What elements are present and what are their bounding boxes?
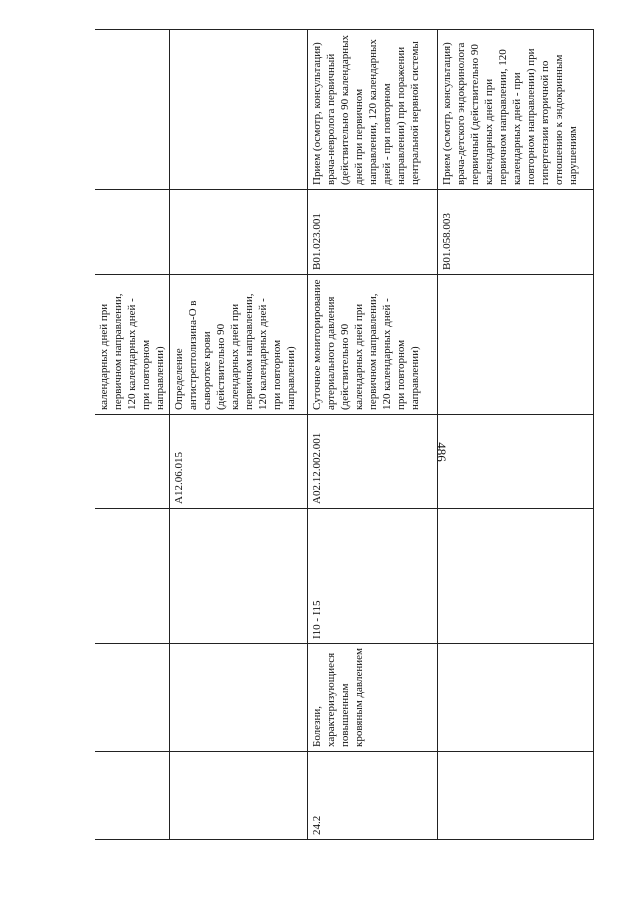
icd-code-cell: [438, 509, 594, 644]
rotated-table-container: [95, 30, 587, 840]
service-description-cell: календарных дней при первичном направлении, 120 календарных дней - при повторном направлении): [95, 275, 170, 415]
service-description-cell: Определение антистрептолизина-О в сыворотке крови (действительно 90 календарных дней при первичном направлении, 120 календарных дней - при повторном направлении): [170, 275, 308, 415]
row-number-cell: 24.2: [308, 752, 438, 840]
service-code-cell: A02.12.002.001: [308, 415, 438, 509]
row-number-cell: [170, 752, 308, 840]
consult-description-cell: Прием (осмотр, консультация) врача-детского эндокринолога первичный (действительно 90 календарных дней при первичном направлении, 120 календарных дней - при повторном направлении) при гипертензии вторичной по отношению к эндокринным нарушениям: [438, 30, 594, 190]
service-code-cell: [95, 415, 170, 509]
service-description-cell: Суточное мониторирование артериального давления (действительно 90 календарных дней при первичном направлении, 120 календарных дней - при повторном направлении): [308, 275, 438, 415]
row-number-cell: [438, 752, 594, 840]
service-code-cell: A12.06.015: [170, 415, 308, 509]
icd-code-cell: I10 - I15: [308, 509, 438, 644]
icd-code-cell: [170, 509, 308, 644]
page-number: 486: [434, 442, 449, 462]
consult-description-cell: [95, 30, 170, 190]
disease-cell: Болезни, характеризующиеся повышенным кровяным давлением: [308, 644, 438, 752]
consult-code-cell: [95, 190, 170, 275]
service-description-cell: [438, 275, 594, 415]
consult-description-cell: Прием (осмотр, консультация) врача-невролога первичный (действительно 90 календарных дней при первичном направлении, 120 календарных дней - при повторном направлении) при поражении центральной нервной системы: [308, 30, 438, 190]
referral-table: [95, 29, 594, 840]
disease-cell: [95, 644, 170, 752]
consult-code-cell: [170, 190, 308, 275]
service-code-cell: [438, 415, 594, 509]
consult-code-cell: B01.023.001: [308, 190, 438, 275]
table-row: [170, 30, 308, 840]
table-row: [438, 30, 594, 840]
table-row: [95, 30, 170, 840]
icd-code-cell: [95, 509, 170, 644]
row-number-cell: [95, 752, 170, 840]
disease-cell: [170, 644, 308, 752]
consult-description-cell: [170, 30, 308, 190]
table-row: [308, 30, 438, 840]
disease-cell: [438, 644, 594, 752]
consult-code-cell: B01.058.003: [438, 190, 594, 275]
